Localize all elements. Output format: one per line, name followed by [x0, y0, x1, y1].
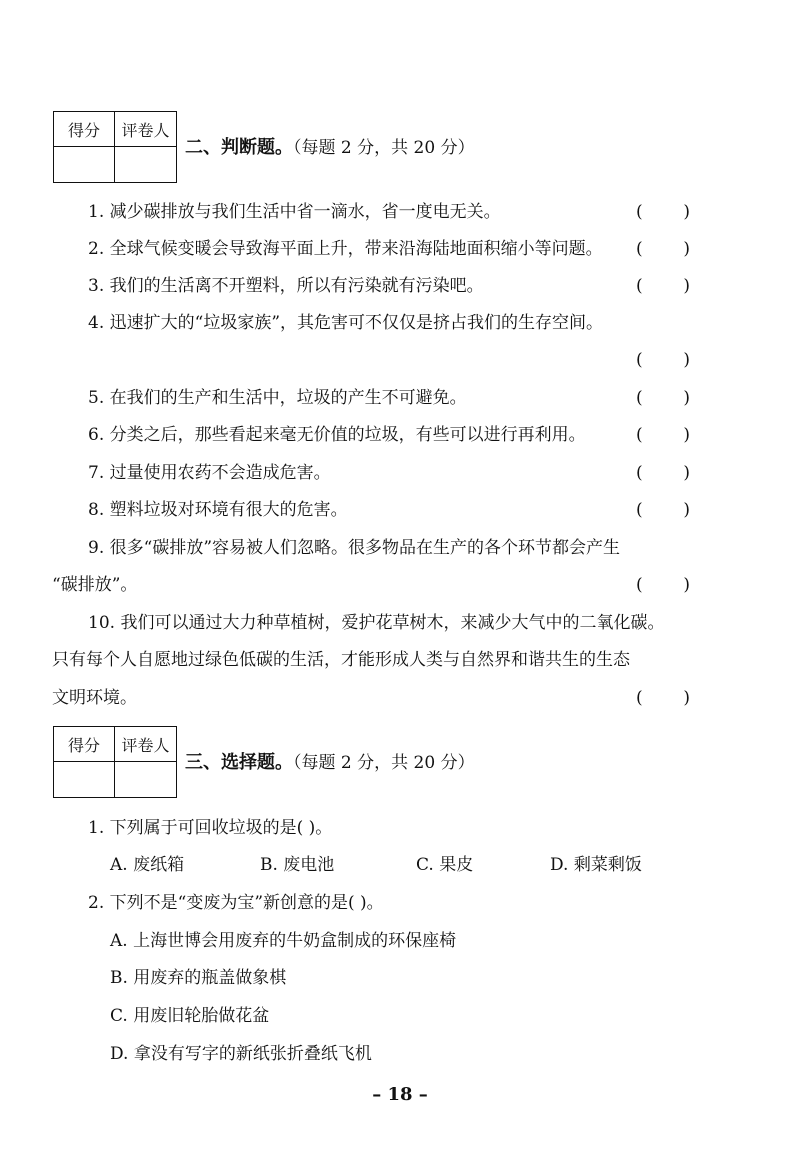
judge-title-text: 二、判断题。 — [185, 137, 293, 158]
judge-q4: 4. 迅速扩大的“垃圾家族”，其危害可不仅仅是挤占我们的生存空间。 — [88, 313, 604, 333]
choice-q1-option-c[interactable]: C. 果皮 — [416, 855, 474, 875]
paren-open: ( — [636, 500, 643, 520]
choice-score-cell[interactable] — [54, 762, 115, 797]
paren-close: ) — [683, 202, 690, 222]
judge-answer-6[interactable] — [636, 423, 690, 447]
choice-q2-stem: 2. 下列不是“变废为宝”新创意的是( )。 — [88, 893, 384, 913]
judge-q3: 3. 我们的生活离不开塑料，所以有污染就有污染吧。 — [88, 276, 484, 296]
choice-q1-option-d[interactable]: D. 剩菜剩饭 — [550, 855, 642, 875]
choice-q1-option-a[interactable]: A. 废纸箱 — [110, 855, 185, 875]
choice-q2-option-b[interactable]: B. 用废弃的瓶盖做象棋 — [110, 968, 287, 988]
judge-answer-3[interactable] — [636, 274, 690, 298]
judge-q10-cont1: 只有每个人自愿地过绿色低碳的生活，才能形成人类与自然界和谐共生的生态 — [52, 650, 630, 670]
paren-close: ) — [683, 575, 690, 595]
paren-close: ) — [683, 463, 690, 483]
judge-answer-10[interactable] — [636, 686, 690, 710]
choice-score-label: 得分 — [54, 727, 115, 762]
judge-score-label: 得分 — [54, 112, 115, 147]
judge-answer-8[interactable] — [636, 498, 690, 522]
paren-open: ( — [636, 388, 643, 408]
choice-section-title — [185, 748, 475, 774]
paren-open: ( — [636, 575, 643, 595]
page-number: – 18 – — [372, 1084, 428, 1105]
paren-open: ( — [636, 239, 643, 259]
judge-grader-label: 评卷人 — [115, 112, 176, 147]
judge-score-box — [53, 111, 177, 183]
judge-q10: 10. 我们可以通过大力种草植树，爱护花草树木，来减少大气中的二氧化碳。 — [88, 613, 665, 633]
paren-open: ( — [636, 463, 643, 483]
choice-q1-option-b[interactable]: B. 废电池 — [260, 855, 335, 875]
judge-q5: 5. 在我们的生产和生活中，垃圾的产生不可避免。 — [88, 388, 467, 408]
choice-grader-cell[interactable] — [115, 762, 176, 797]
choice-score-box — [53, 726, 177, 798]
paren-open: ( — [636, 425, 643, 445]
paren-open: ( — [636, 350, 643, 370]
judge-q2: 2. 全球气候变暖会导致海平面上升，带来沿海陆地面积缩小等问题。 — [88, 239, 603, 259]
choice-title-text: 三、选择题。 — [185, 752, 293, 773]
judge-answer-5[interactable] — [636, 386, 690, 410]
judge-q9-cont: “碳排放”。 — [52, 575, 138, 595]
judge-section-title — [185, 133, 475, 159]
judge-answer-1[interactable] — [636, 200, 690, 224]
judge-answer-7[interactable] — [636, 461, 690, 485]
judge-answer-2[interactable] — [636, 237, 690, 261]
judge-answer-9[interactable] — [636, 573, 690, 597]
choice-q2-option-c[interactable]: C. 用废旧轮胎做花盆 — [110, 1006, 270, 1026]
judge-q6: 6. 分类之后，那些看起来毫无价值的垃圾，有些可以进行再利用。 — [88, 425, 586, 445]
paren-close: ) — [683, 688, 690, 708]
judge-score-cell[interactable] — [54, 147, 115, 182]
paren-open: ( — [636, 202, 643, 222]
choice-note: （每题 2 分，共 20 分） — [293, 753, 475, 773]
judge-q9: 9. 很多“碳排放”容易被人们忽略。很多物品在生产的各个环节都会产生 — [88, 538, 621, 558]
judge-answer-4[interactable] — [636, 348, 690, 372]
paren-open: ( — [636, 276, 643, 296]
paren-close: ) — [683, 239, 690, 259]
judge-q8: 8. 塑料垃圾对环境有很大的危害。 — [88, 500, 348, 520]
paren-close: ) — [683, 276, 690, 296]
choice-q2-option-d[interactable]: D. 拿没有写字的新纸张折叠纸飞机 — [110, 1044, 372, 1064]
choice-q2-option-a[interactable]: A. 上海世博会用废弃的牛奶盒制成的环保座椅 — [110, 931, 457, 951]
paren-close: ) — [683, 425, 690, 445]
choice-grader-label: 评卷人 — [115, 727, 176, 762]
judge-grader-cell[interactable] — [115, 147, 176, 182]
paren-close: ) — [683, 500, 690, 520]
judge-q10-cont2: 文明环境。 — [52, 688, 137, 708]
paren-close: ) — [683, 350, 690, 370]
judge-q1: 1. 减少碳排放与我们生活中省一滴水，省一度电无关。 — [88, 202, 501, 222]
judge-q7: 7. 过量使用农药不会造成危害。 — [88, 463, 331, 483]
paren-open: ( — [636, 688, 643, 708]
judge-note: （每题 2 分，共 20 分） — [293, 138, 475, 158]
paren-close: ) — [683, 388, 690, 408]
choice-q1-stem: 1. 下列属于可回收垃圾的是( )。 — [88, 818, 333, 838]
